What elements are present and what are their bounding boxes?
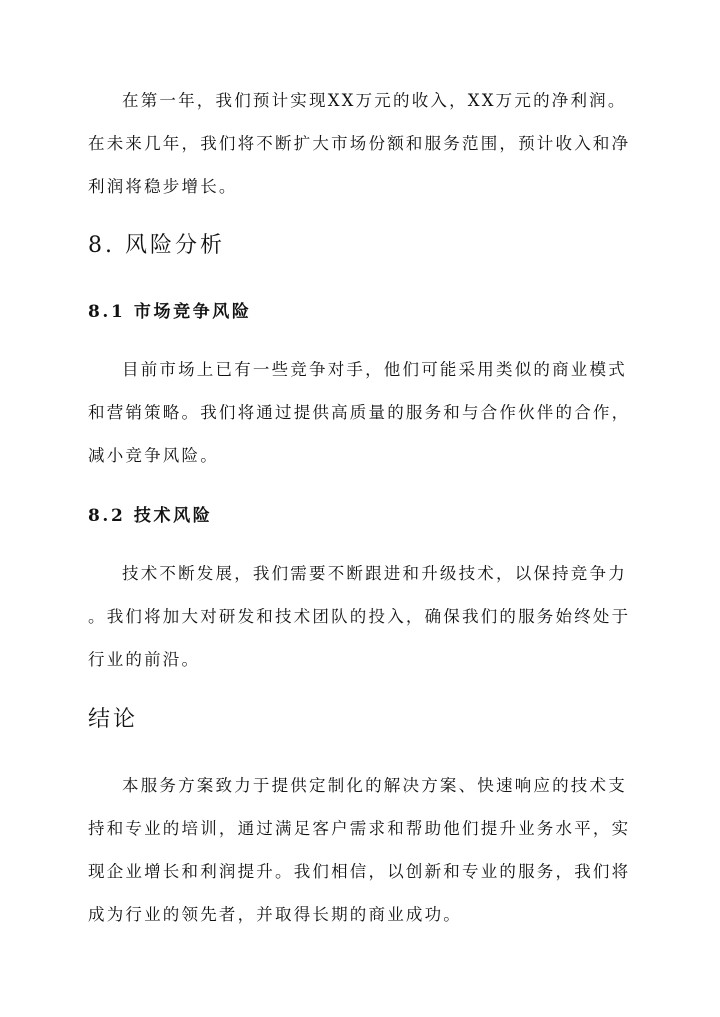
paragraph-line: 在未来几年，我们将不断扩大市场份额和服务范围，预计收入和净 xyxy=(88,134,631,153)
paragraph-line: 减小竞争风险。 xyxy=(88,446,219,465)
paragraph-line: 技术不断发展，我们需要不断跟进和升级技术，以保持竞争力 xyxy=(122,564,627,583)
paragraph-line: 在第一年，我们预计实现XX万元的收入，XX万元的净利润。 xyxy=(122,91,627,110)
paragraph-line: 行业的前沿。 xyxy=(88,650,201,669)
paragraph-line: 利润将稳步增长。 xyxy=(88,177,238,196)
paragraph-line: 本服务方案致力于提供定制化的解决方案、快速响应的技术支 xyxy=(122,776,627,795)
paragraph-line: 现企业增长和利润提升。我们相信，以创新和专业的服务，我们将 xyxy=(88,862,631,881)
paragraph-line: 成为行业的领先者，并取得长期的商业成功。 xyxy=(88,905,462,924)
subsection-heading: 8.2 技术风险 xyxy=(88,506,213,526)
conclusion-heading: 结论 xyxy=(88,707,139,732)
section-heading: 8. 风险分析 xyxy=(88,233,225,258)
subsection-heading: 8.1 市场竞争风险 xyxy=(88,302,252,322)
paragraph-line: 目前市场上已有一些竞争对手，他们可能采用类似的商业模式 xyxy=(122,360,627,379)
paragraph-line: 。我们将加大对研发和技术团队的投入，确保我们的服务始终处于 xyxy=(88,607,631,626)
paragraph-line: 和营销策略。我们将通过提供高质量的服务和与合作伙伴的合作， xyxy=(88,403,631,422)
paragraph-line: 持和专业的培训，通过满足客户需求和帮助他们提升业务水平，实 xyxy=(88,819,631,838)
